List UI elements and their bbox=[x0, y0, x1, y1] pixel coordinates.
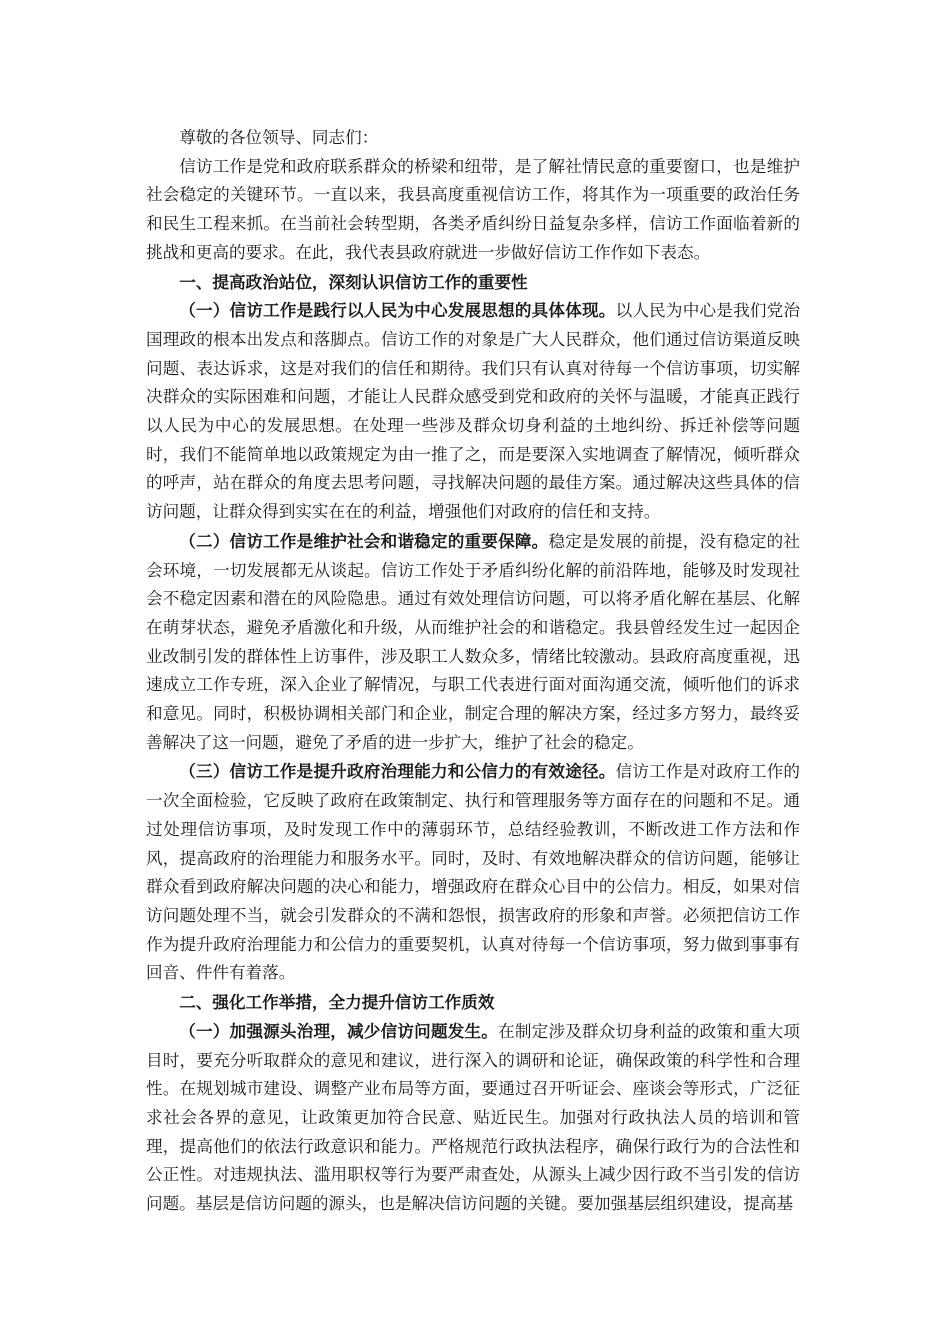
section-heading-2: 二、强化工作举措，全力提升信访工作质效 bbox=[179, 992, 495, 1013]
document-page bbox=[146, 124, 800, 1219]
section1-paragraph-1 bbox=[146, 296, 800, 527]
paragraph-body: 稳定是发展的前提，没有稳定的社会环境，一切发展都无从谈起。信访工作处于矛盾纠纷化解的前沿阵地，能够及时发现社会不稳定因素和潜在的风险隐患。通过有效处理信访问题，可以将矛盾化解在基层、化解在萌芽状态，避免矛盾激化和升级，从而维护社会的和谐稳定。我县曾经发生过一起因企业改制引发的群体性上访事件，涉及职工人数众多，情绪比较激动。县政府高度重视，迅速成立工作专班，深入企业了解情况，与职工代表进行面对面沟通交流，倾听他们的诉求和意见。同时，积极协调相关部门和企业，制定合理的解决方案，经过多方努力，最终妥善解决了这一问题，避免了矛盾的进一步扩大，维护了社会的稳定。 bbox=[146, 531, 801, 752]
section2-paragraph-1 bbox=[146, 1017, 800, 1219]
section1-paragraph-3 bbox=[146, 757, 800, 988]
section-heading-1: 一、提高政治站位，深刻认识信访工作的重要性 bbox=[179, 271, 528, 292]
salutation: 尊敬的各位领导、同志们： bbox=[179, 128, 379, 147]
paragraph-lead: （一）信访工作是践行以人民为中心发展思想的具体体现。 bbox=[179, 300, 616, 321]
paragraph-body: 在制定涉及群众切身利益的政策和重大项目时，要充分听取群众的意见和建议，进行深入的调研和论证，确保政策的科学性和合理性。在规划城市建设、调整产业布局等方面，要通过召开听证会、座谈会等形式，广泛征求社会各界的意见，让政策更加符合民意、贴近民生。加强对行政执法人员的培训和管理，提高他们的依法行政意识和能力。严格规范行政执法程序，确保行政行为的合法性和公正性。对违规执法、滥用职权等行为要严肃查处，从源头上减少因行政不当引发的信访问题。基层是信访问题的源头，也是解决信访问题的关键。要加强基层组织建设，提高基 bbox=[146, 1021, 801, 1214]
intro-paragraph: 信访工作是党和政府联系群众的桥梁和纽带，是了解社情民意的重要窗口，也是维护社会稳定的关键环节。一直以来，我县高度重视信访工作，将其作为一项重要的政治任务和民生工程来抓。在当前社会转型期，各类矛盾纠纷日益复杂多样，信访工作面临着新的挑战和更高的要求。在此，我代表县政府就进一步做好信访工作作如下表态。 bbox=[146, 156, 800, 262]
paragraph-body: 信访工作是对政府工作的一次全面检验，它反映了政府在政策制定、执行和管理服务等方面存在的问题和不足。通过处理信访事项，及时发现工作中的薄弱环节，总结经验教训，不断改进工作方法和作风，提高政府的治理能力和服务水平。同时，及时、有效地解决群众的信访问题，能够让群众看到政府解决问题的决心和能力，增强政府在群众心目中的公信力。相反，如果对信访问题处理不当，就会引发群众的不满和怨恨，损害政府的形象和声誉。必须把信访工作作为提升政府治理能力和公信力的重要契机，认真对待每一个信访事项，努力做到事事有回音、件件有着落。 bbox=[146, 762, 801, 983]
section1-paragraph-2 bbox=[146, 527, 800, 758]
paragraph-body: 以人民为中心是我们党治国理政的根本出发点和落脚点。信访工作的对象是广大人民群众，他们通过信访渠道反映问题、表达诉求，这是对我们的信任和期待。我们只有认真对待每一个信访事项，切实解决群众的实际困难和问题，才能让人民群众感受到党和政府的关怀与温暖，才能真正践行以人民为中心的发展思想。在处理一些涉及群众切身利益的土地纠纷、拆迁补偿等问题时，我们不能简单地以政策规定为由一推了之，而是要深入实地调查了解情况，倾听群众的呼声，站在群众的角度去思考问题，寻找解决问题的最佳方案。通过解决这些具体的信访问题，让群众得到实实在在的利益，增强他们对政府的信任和支持。 bbox=[146, 301, 801, 522]
paragraph-lead: （一）加强源头治理，减少信访问题发生。 bbox=[179, 1020, 499, 1041]
paragraph-lead: （二）信访工作是维护社会和谐稳定的重要保障。 bbox=[179, 530, 549, 551]
paragraph-lead: （三）信访工作是提升政府治理能力和公信力的有效途径。 bbox=[179, 761, 616, 782]
